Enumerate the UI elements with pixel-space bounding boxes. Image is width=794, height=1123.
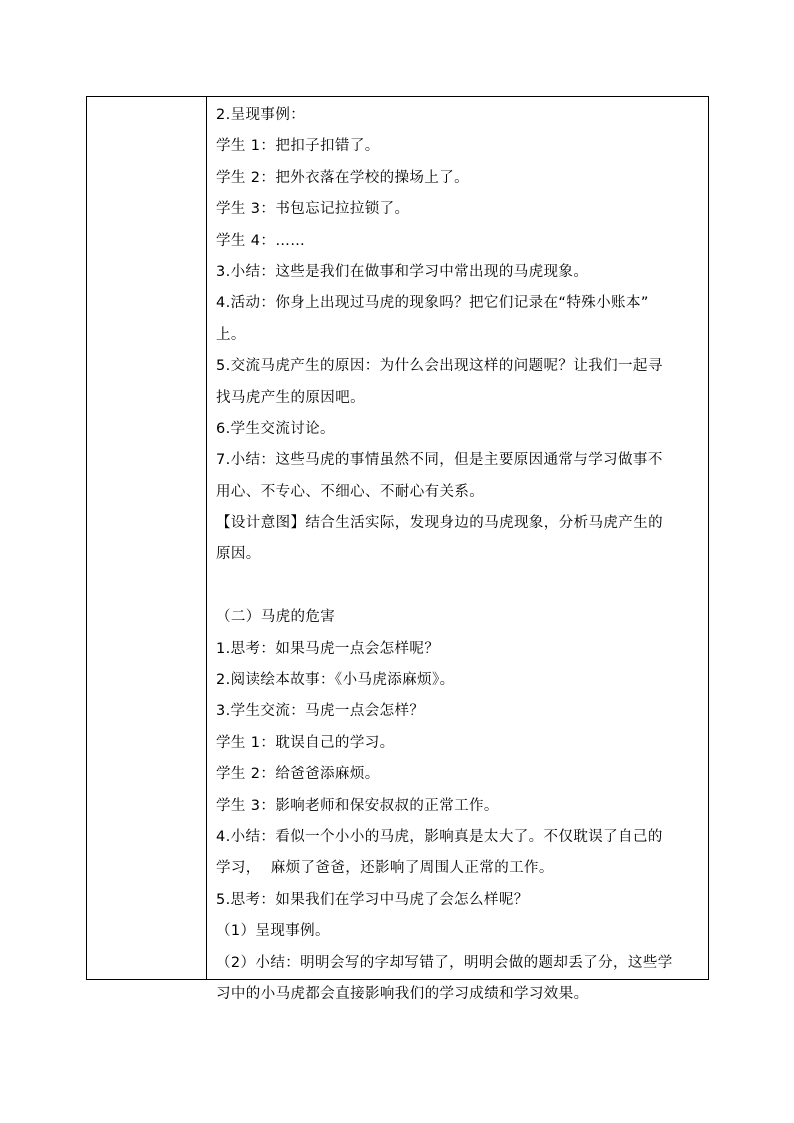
text-line: 用心、不专心、不细心、不耐心有关系。 (216, 483, 485, 500)
text-line: 原因。 (216, 546, 261, 563)
text-line: 学生 2：把外衣落在学校的操场上了。 (216, 169, 470, 186)
blank-line (216, 571, 700, 602)
text-line: （2）小结：明明会写的字却写错了，明明会做的题却丢了分，这些学 (216, 954, 673, 971)
text-line: 1.思考：如果马虎一点会怎样呢？ (216, 640, 440, 657)
text-line: 3.学生交流：马虎一点会怎样？ (216, 703, 425, 720)
text-line: 习中的小马虎都会直接影响我们的学习成绩和学习效果。 (216, 985, 589, 1002)
text-line: 5.思考：如果我们在学习中马虎了会怎么样呢？ (216, 891, 529, 908)
content-column-cell (207, 97, 708, 1002)
text-line: 上。 (216, 326, 246, 343)
text-line: 2.阅读绘本故事：《小马虎添麻烦》。 (216, 672, 455, 689)
text-line: 学生 1：把扣子扣错了。 (216, 138, 380, 155)
text-line: 7.小结：这些马虎的事情虽然不同，但是主要原因通常与学习做事不 (216, 452, 663, 469)
left-column-cell (87, 97, 207, 979)
text-line: 学生 2：给爸爸添麻烦。 (216, 766, 380, 783)
text-line: 3.小结：这些是我们在做事和学习中常出现的马虎现象。 (216, 263, 589, 280)
text-line: （1）呈现事例。 (216, 923, 330, 940)
text-line: 4.小结：看似一个小小的马虎，影响真是太大了。不仅耽误了自己的 (216, 828, 663, 845)
text-line: 学生 1：耽误自己的学习。 (216, 734, 395, 751)
section-heading: （二）马虎的危害 (216, 609, 336, 626)
text-line: 【设计意图】结合生活实际，发现身边的马虎现象，分析马虎产生的 (216, 515, 663, 532)
text-line: 学生 3：影响老师和保安叔叔的正常工作。 (216, 797, 499, 814)
text-line: 找马虎产生的原因吧。 (216, 389, 365, 406)
text-line: 4.活动：你身上出现过马虎的现象吗？把它们记录在“特殊小账本” (216, 295, 649, 312)
lesson-table (86, 96, 709, 1002)
text-line: 5.交流马虎产生的原因：为什么会出现这样的问题呢？让我们一起寻 (216, 358, 663, 375)
text-line: 2.呈现事例： (216, 107, 306, 123)
text-line: 学习， 麻烦了爸爸，还影响了周围人正常的工作。 (216, 860, 554, 877)
text-line: 学生 3：书包忘记拉拉锁了。 (216, 201, 410, 218)
text-line: 学生 4：…… (216, 232, 306, 249)
text-line: 6.学生交流讨论。 (216, 420, 335, 437)
